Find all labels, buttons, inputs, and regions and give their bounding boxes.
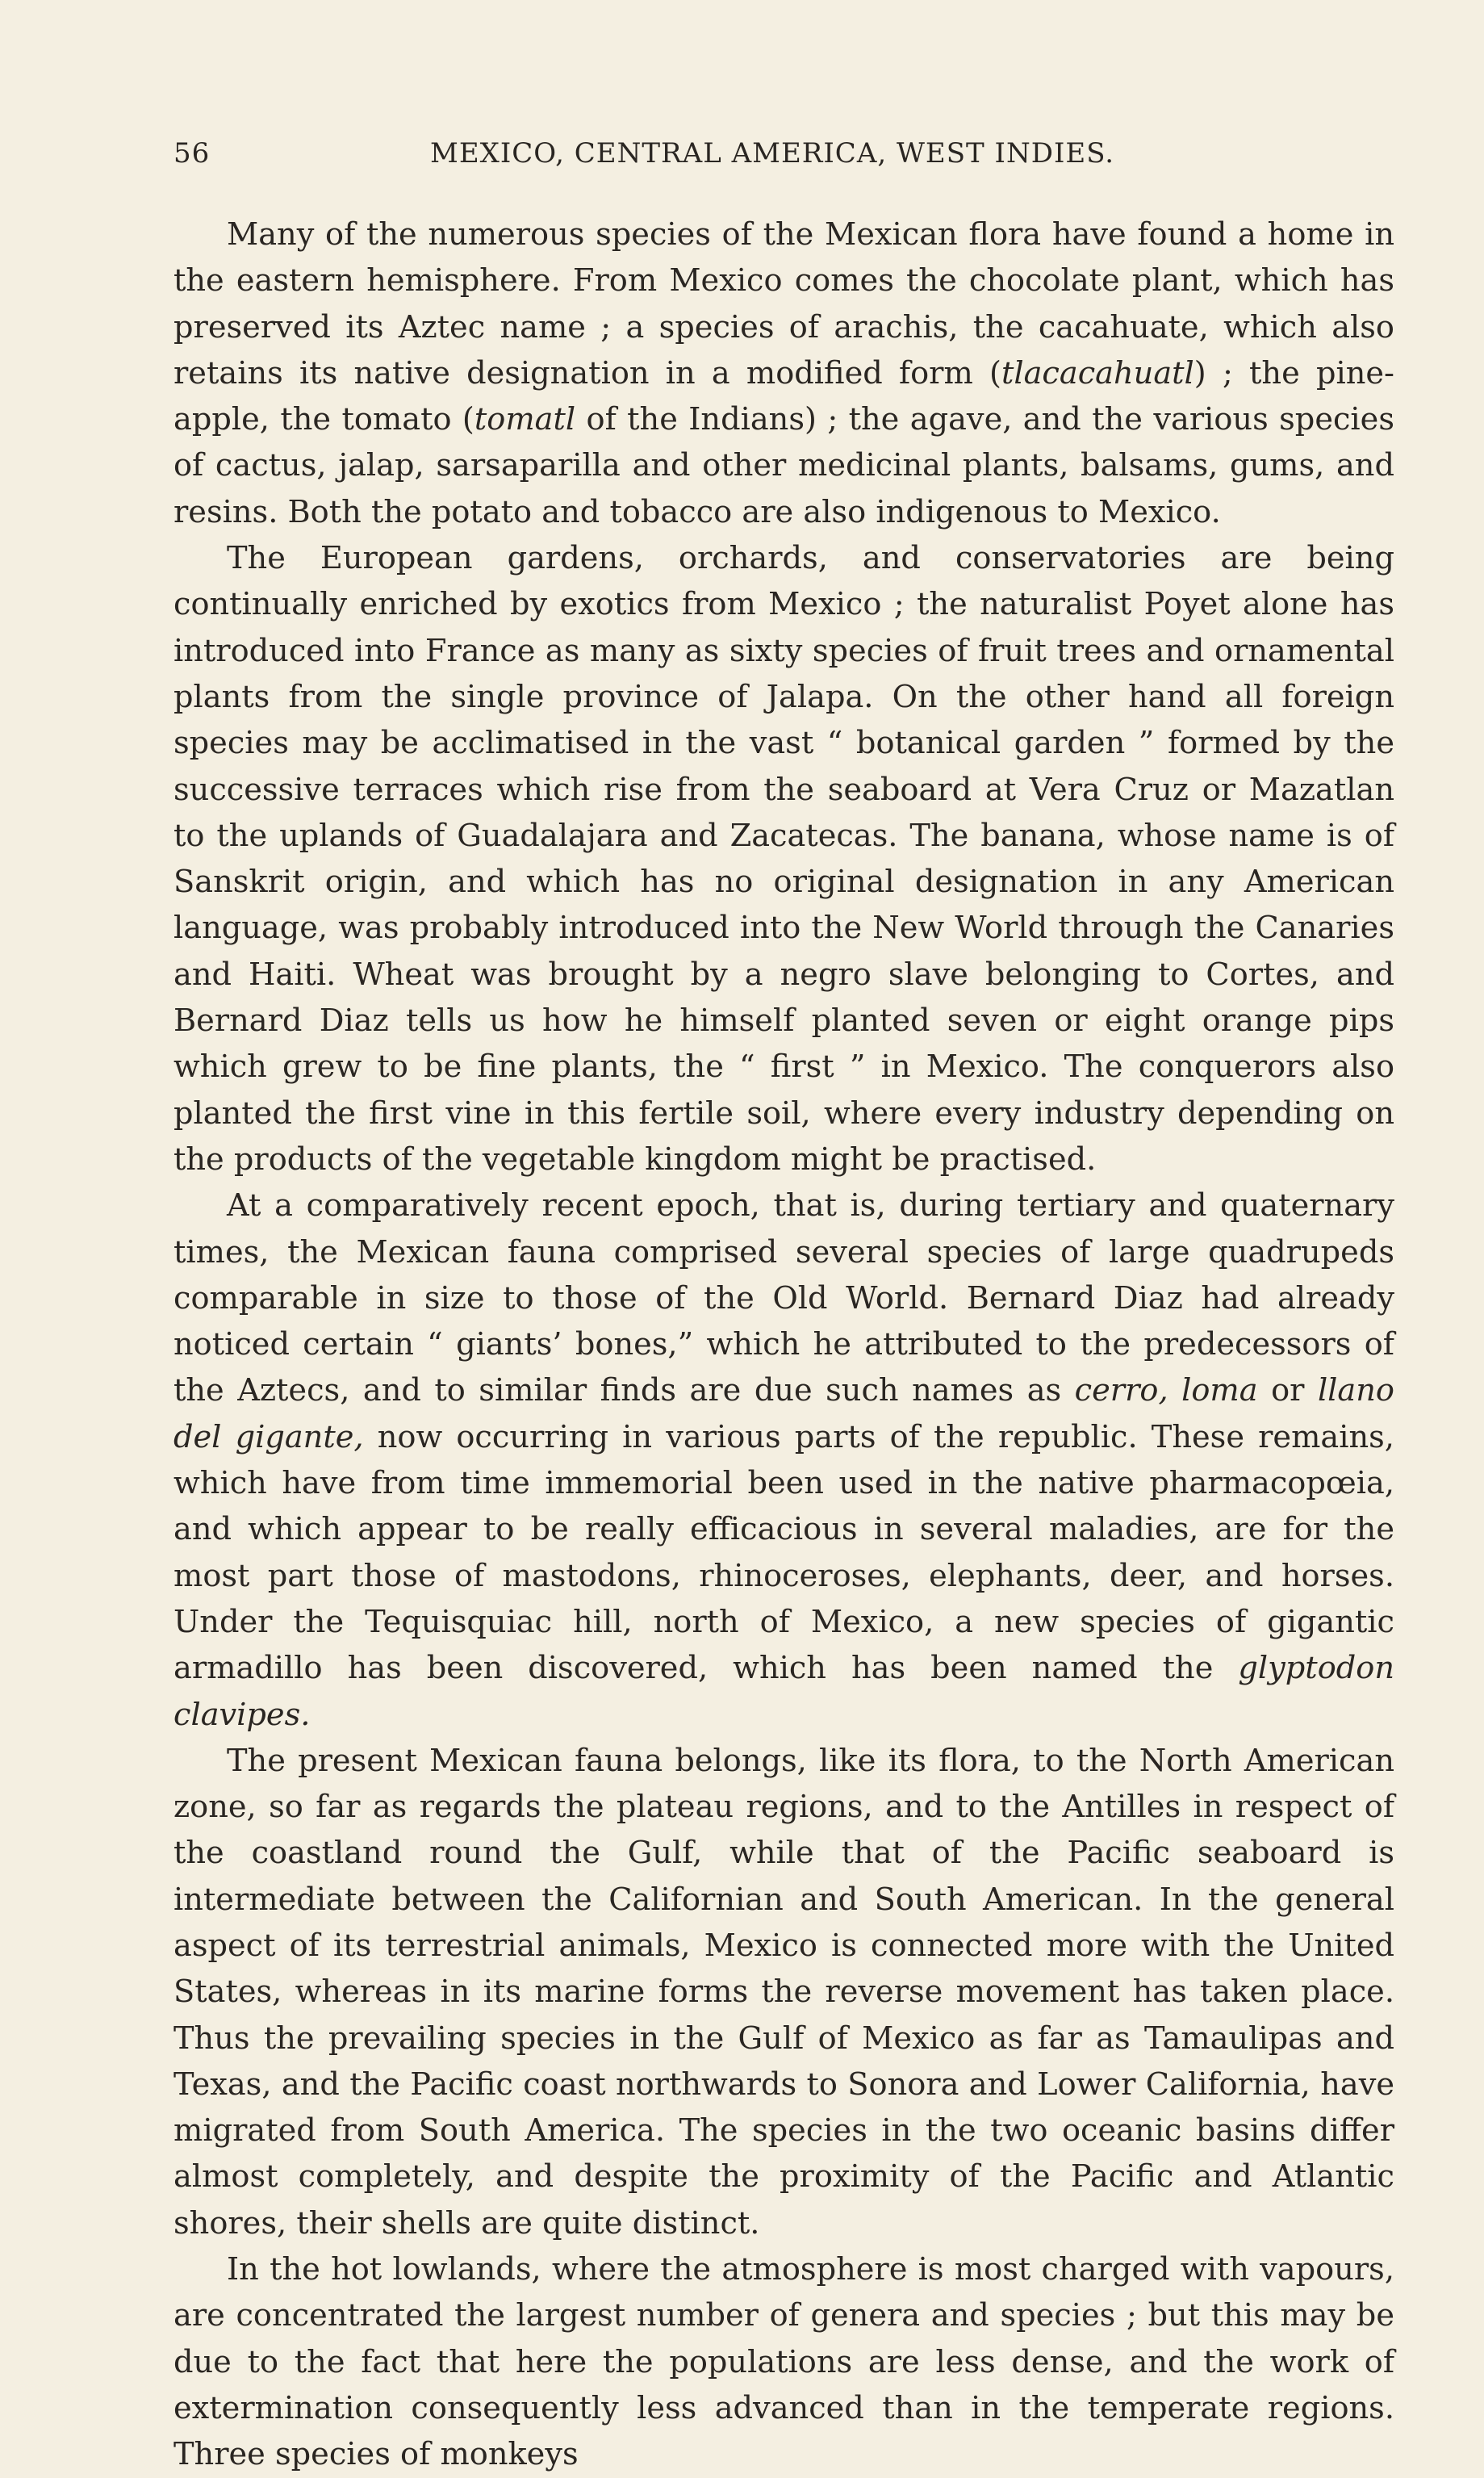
body-text xyxy=(173,211,1394,2478)
paragraph: The present Mexican fauna belongs, like its flora, to the North American zone, so far as regards the plateau regions, and to the Antilles in respect of the coastland round the Gulf, while that of the Pacific seaboard is intermediate between the Californian and South American. In the general aspect of its terrestrial animals, Mexico is connected more with the United States, whereas in its marine forms the reverse movement has taken place. Thus the prevailing species in the Gulf of Mexico as far as Tamaulipas and Texas, and the Pacific coast northwards to Sonora and Lower California, have migrated from South America. The species in the two oceanic basins differ almost completely, and despite the proximity of the Pacific and Atlantic shores, their shells are quite distinct. xyxy=(173,1742,1394,2242)
page-header xyxy=(173,137,1394,186)
running-title: MEXICO, CENTRAL AMERICA, WEST INDIES. xyxy=(430,137,1115,170)
paragraph: The European gardens, orchards, and conservatories are being continually enriched by exotics from Mexico ; the naturalist Poyet alone has introduced into France as many as sixty species of fruit trees and ornamental plants from the single province of Jalapa. On the other hand all foreign species may be acclimatised in the vast “ botanical garden ” formed by the successive terraces which rise from the seaboard at Vera Cruz or Mazatlan to the uplands of Guadalajara and Zacatecas. The banana, whose name is of Sanskrit origin, and which has no original designation in any American language, was probably introduced into the New World through the Canaries and Haiti. Wheat was brought by a negro slave belonging to Cortes, and Bernard Diaz tells us how he himself planted seven or eight orange pips which grew to be fine plants, the “ first ” in Mexico. The conquerors also planted the first vine in this fertile soil, where every industry depending on the products of the vegetable kingdom might be practised. xyxy=(173,540,1394,1178)
paragraph: At a comparatively recent epoch, that is, during tertiary and quaternary times, the Mexican fauna comprised several species of large quadrupeds comparable in size to those of the Old World. Bernard Diaz had already noticed certain “ giants’ bones,” which he attributed to the predecessors of the Aztecs, and to similar finds are due such names as cerro, loma or llano del gigante, now occurring in various parts of the republic. These remains, which have from time immemorial been used in the native pharmacopœia, and which appear to be really efficacious in several maladies, are for the most part those of mastodons, rhinoceroses, elephants, deer, and horses. Under the Tequisquiac hill, north of Mexico, a new species of gigantic armadillo has been discovered, which has been named the glyptodon clavipes. xyxy=(173,1187,1394,1733)
paragraph: Many of the numerous species of the Mexican flora have found a home in the eastern hemisphere. From Mexico comes the chocolate plant, which has preserved its Aztec name ; a species of arachis, the cacahuate, which also retains its native designation in a modified form (tlacacahuatl) ; the pine-apple, the tomato (tomatl of the Indians) ; the agave, and the various species of cactus, jalap, sarsaparilla and other medicinal plants, balsams, gums, and resins. Both the potato and tobacco are also indigenous to Mexico. xyxy=(173,216,1394,530)
page-number: 56 xyxy=(173,137,211,170)
paragraph: In the hot lowlands, where the atmosphere is most charged with vapours, are concentrated the largest number of genera and species ; but this may be due to the fact that here the populations are less dense, and the work of extermination consequently less advanced than in the temperate regions. Three species of monkeys xyxy=(173,2251,1394,2473)
